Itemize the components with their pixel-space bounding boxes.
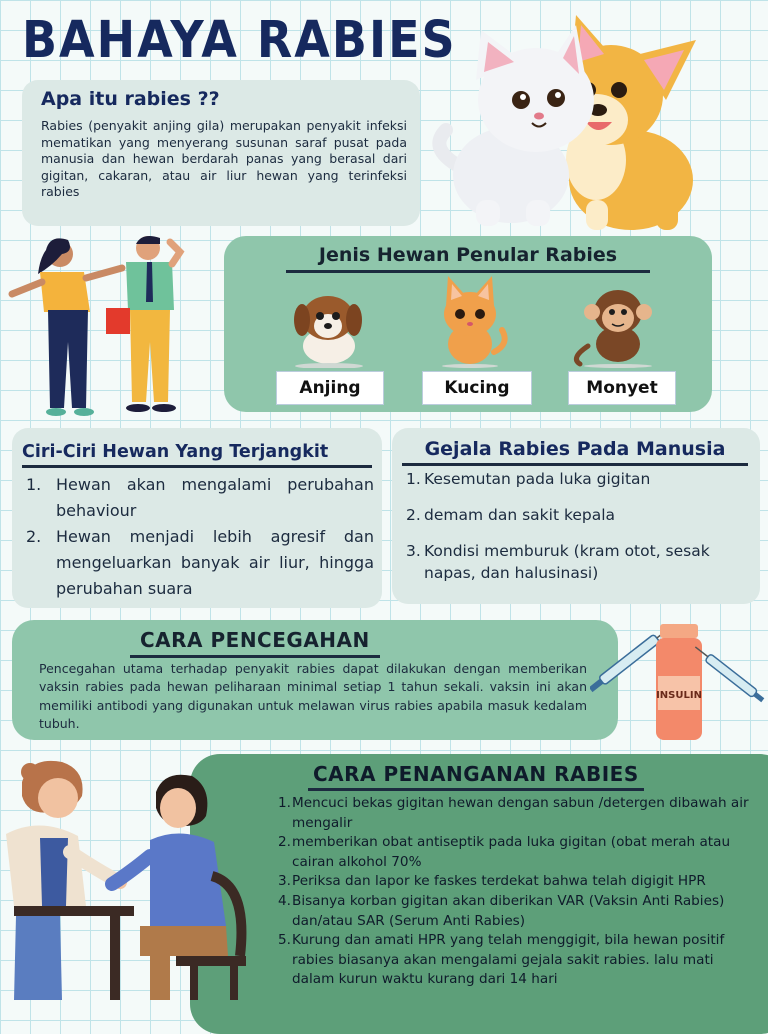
symptoms-heading: Gejala Rabies Pada Manusia [402, 438, 748, 466]
list-item: 5. Kurung dan amati HPR yang telah menggigit, bila hewan positif rabies biasanya akan mengalami gejala sakit rabies. lalu mati dalam kurun waktu kurang dari 14 hari [278, 932, 725, 988]
insulin-label: INSULIN [656, 690, 702, 701]
nurse-patient-illustration [0, 756, 270, 1004]
intro-card [22, 80, 420, 226]
list-item: 3. Periksa dan lapor ke faskes terdekat bahwa telah digigit HPR [278, 873, 706, 890]
intro-body: Rabies (penyakit anjing gila) merupakan penyakit infeksi mematikan yang menyerang susunan saraf pusat pada manusia dan hewan berdarah panas yang berasal dari gigitan, cakaran, atau air liur hewan yang terinfeksi rabies [41, 118, 407, 199]
symptoms-card [392, 428, 760, 604]
list-item: 2. demam dan sakit kepala [406, 506, 616, 524]
prevention-heading: CARA PENCEGAHAN [130, 628, 380, 658]
kitten-icon [430, 274, 510, 368]
signs-card [12, 428, 382, 608]
treatment-card [190, 754, 768, 1034]
list-item: 2. Hewan menjadi lebih agresif dan mengeluarkan banyak air liur, hingga perubahan suara [26, 527, 374, 598]
cat-dog-illustration [426, 10, 716, 230]
page-title: BAHAYA RABIES [22, 9, 457, 70]
puppy-icon [284, 284, 374, 368]
signs-list [26, 472, 374, 602]
monkey-icon [570, 280, 658, 368]
signs-heading: Ciri-Ciri Hewan Yang Terjangkit [22, 442, 372, 468]
symptoms-list [406, 468, 746, 598]
list-item: 1. Kesemutan pada luka gigitan [406, 470, 651, 488]
prevention-body: Pencegahan utama terhadap penyakit rabies dapat dilakukan dengan memberikan vaksin rabies pada hewan peliharaan minimal setiap 1 tahun sekali. vaksin ini akan memiliki antibodi yang digunakan untuk melawan virus rabies apabila masuk kedalam tubuh. [39, 661, 587, 731]
treatment-heading: CARA PENANGANAN RABIES [308, 762, 644, 791]
people-illustration [2, 232, 192, 424]
prevention-card [12, 620, 618, 740]
treatment-list [278, 794, 756, 990]
animals-card [224, 236, 712, 412]
animal-label-monkey: Monyet [568, 371, 676, 405]
animals-heading: Jenis Hewan Penular Rabies [286, 244, 650, 273]
animal-label-cat: Kucing [422, 371, 532, 405]
list-item: 1. Hewan akan mengalami perubahan behaviour [26, 475, 374, 520]
list-item: 2. memberikan obat antiseptik pada luka gigitan (obat merah atau cairan alkohol 70% [278, 834, 731, 870]
animal-label-dog: Anjing [276, 371, 384, 405]
list-item: 4. Bisanya korban gigitan akan diberikan VAR (Vaksin Anti Rabies) dan/atau SAR (Serum Anti Rabies) [278, 892, 725, 929]
vaccine-illustration [590, 614, 766, 744]
list-item: 1. Mencuci bekas gigitan hewan dengan sabun /detergen dibawah air mengalir [278, 795, 749, 831]
list-item: 3. Kondisi memburuk (kram otot, sesak napas, dan halusinasi) [406, 542, 710, 582]
intro-heading: Apa itu rabies ?? [41, 88, 220, 110]
